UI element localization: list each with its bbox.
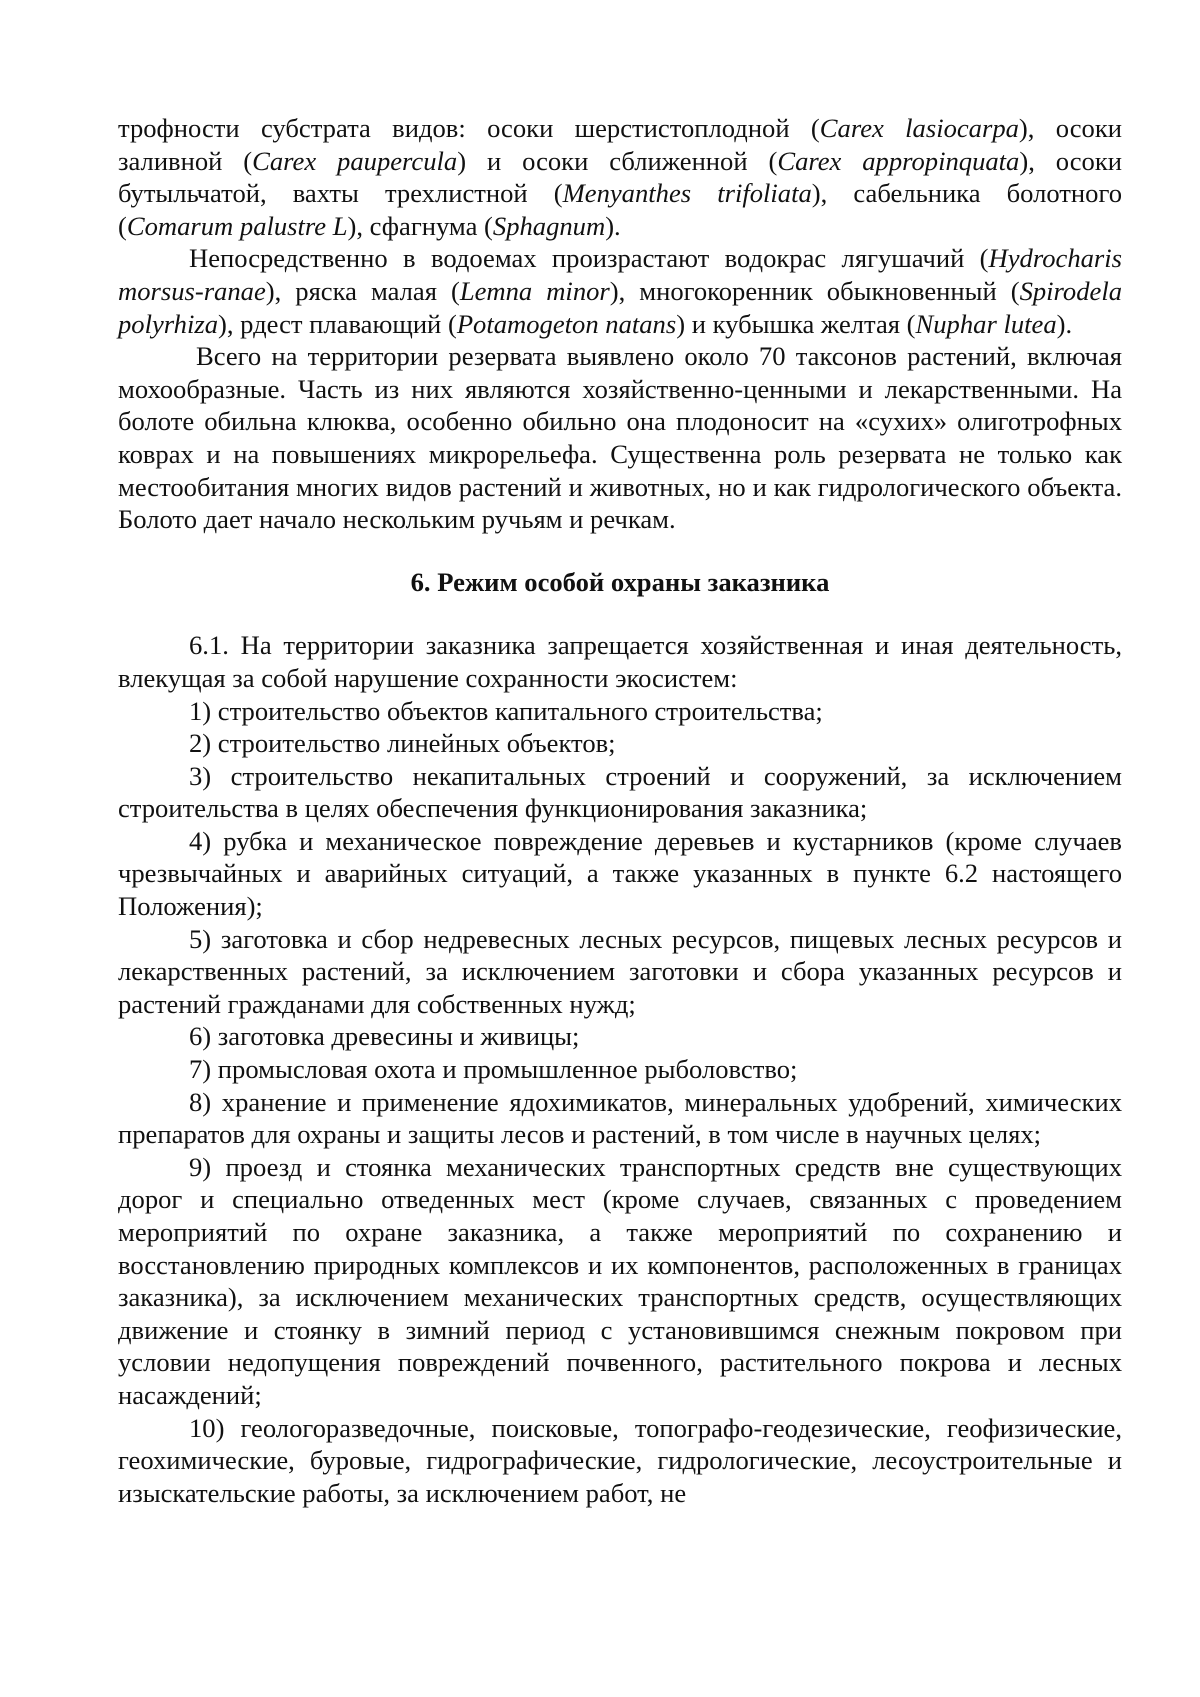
latin-species-name: Carex paupercula bbox=[252, 145, 458, 176]
list-item-1: 1) строительство объектов капитального строительства; bbox=[189, 695, 823, 726]
latin-species-name: Nuphar lutea bbox=[915, 308, 1057, 339]
list-item-8: 8) хранение и применение ядохимикатов, минеральных удобрений, химических препаратов для охраны и защиты лесов и растений, в том числе в научных целях; bbox=[118, 1086, 1122, 1150]
latin-species-name: Potamogeton natans bbox=[456, 308, 677, 339]
list-item-9: 9) проезд и стоянка механических транспортных средств вне существующих дорог и специально отведенных мест (кроме случаев, связанных с проведением мероприятий по охране заказника, а также мероприятий по сохранению и восстановлению природных комплексов и их компонентов, расположенных в границах заказника), за исключением механических транспортных средств, осуществляющих движение и стоянку в зимний период с установившимся снежным покровом при условии недопущения повреждений почвенного, растительного покрова и лесных насаждений; bbox=[118, 1151, 1122, 1410]
list-item-3: 3) строительство некапитальных строений и сооружений, за исключением строительства в целях обеспечения функционирования заказника; bbox=[118, 760, 1122, 824]
list-item-10: 10) геологоразведочные, поисковые, топографо-геодезические, геофизические, геохимические, буровые, гидрографические, гидрологические, лесоустроительные и изыскательские работы, за исключением работ, не bbox=[118, 1412, 1122, 1508]
paragraph-species-substrate: трофности субстрата видов: осоки шерстистоплодной (Carex lasiocarpa), осоки заливной (Carex paupercula) и осоки сближенной (Carex appropinquata), осоки бутыльчатой, вахты трехлистной (Menyanthes trifoliata), сабельника болотного (Comarum palustre L), сфагнума (Sphagnum). bbox=[118, 113, 1122, 241]
paragraph-reserve-summary: Всего на территории резервата выявлено около 70 таксонов растений, включая мохообразные. Часть из них являются хозяйственно-ценными и лекарственными. На болоте обильна клюква, особенно обильно она плодоносит на «сухих» олиготрофных коврах и на повышениях микрорельефа. Существенна роль резервата не только как местообитания многих видов растений и животных, но и как гидрологического объекта. Болото дает начало нескольким ручьям и речкам. bbox=[118, 341, 1122, 535]
list-item-6: 6) заготовка древесины и живицы; bbox=[189, 1021, 580, 1052]
latin-species-name: Comarum palustre L bbox=[126, 210, 348, 241]
list-item-4: 4) рубка и механическое повреждение деревьев и кустарников (кроме случаев чрезвычайных и аварийных ситуаций, а также указанных в пункте 6.2 настоящего Положения); bbox=[118, 825, 1122, 922]
latin-species-name: Carex lasiocarpa bbox=[819, 113, 1019, 143]
paragraph-aquatic-plants: Непосредственно в водоемах произрастают водокрас лягушачий (Hydrocharis morsus-ranae), ряска малая (Lemna minor), многокоренник обыкновенный (Spirodela polyrhiza), рдест плавающий (Potamogeton natans) и кубышка желтая (Nuphar lutea). bbox=[118, 243, 1123, 339]
clause-6-1: 6.1. На территории заказника запрещается хозяйственная и иная деятельность, влекущая за собой нарушение сохранности экосистем: bbox=[118, 630, 1122, 693]
latin-species-name: Lemna minor bbox=[459, 275, 610, 306]
latin-species-name: Carex appropinquata bbox=[777, 145, 1020, 176]
list-item-7: 7) промысловая охота и промышленное рыболовство; bbox=[189, 1054, 798, 1085]
list-item-5: 5) заготовка и сбор недревесных лесных ресурсов, пищевых лесных ресурсов и лекарственных растений, за исключением заготовки и сбора указанных ресурсов и растений гражданами для собственных нужд; bbox=[118, 923, 1122, 1019]
list-item-2: 2) строительство линейных объектов; bbox=[189, 728, 616, 759]
latin-species-name: Menyanthes trifoliata bbox=[562, 178, 812, 209]
latin-species-name: Sphagnum bbox=[492, 210, 606, 241]
latin-species-name: Hydrocharis morsus-ranae bbox=[118, 243, 1122, 306]
section-heading: 6. Режим особой охраны заказника bbox=[410, 566, 830, 597]
latin-species-name: Spirodela polyrhiza bbox=[118, 275, 1123, 339]
